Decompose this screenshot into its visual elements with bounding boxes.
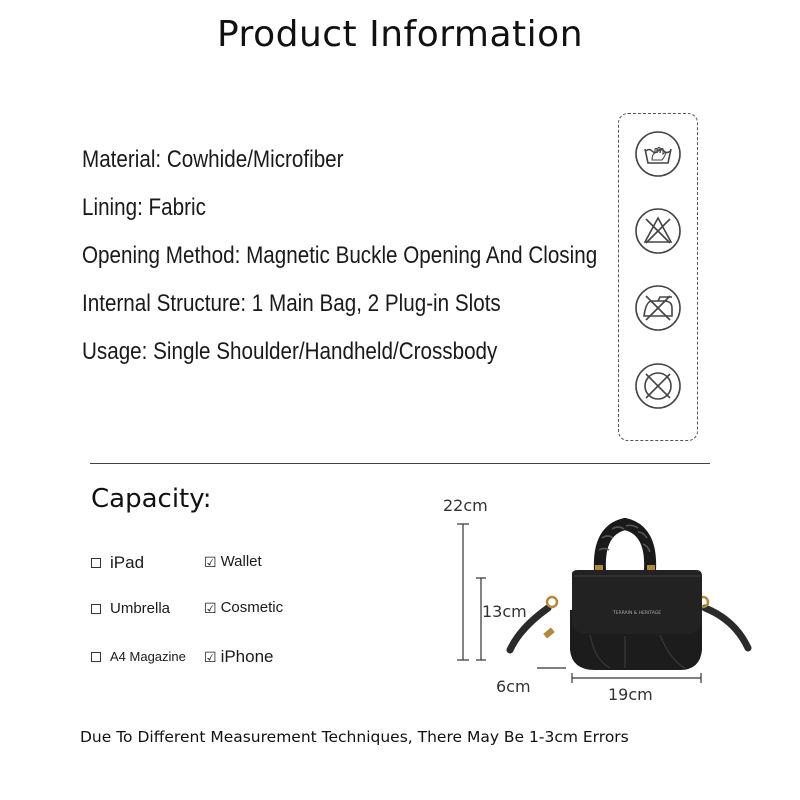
spec-usage: Usage: Single Shoulder/Handheld/Crossbody — [82, 338, 498, 365]
page-title: Product Information — [216, 14, 584, 55]
capacity-title: Capacity: — [91, 484, 212, 514]
strap-right — [705, 608, 748, 648]
strap-buckle — [543, 627, 555, 638]
capacity-item-label: Cosmetic — [220, 599, 284, 616]
bag-flap — [572, 570, 702, 634]
dimension-height-total: 22cm — [443, 496, 488, 515]
measurement-disclaimer: Due To Different Measurement Techniques, There May Be 1-3cm Errors — [80, 728, 629, 746]
capacity-item-label: A4 Magazine — [110, 649, 186, 664]
checked-box-icon: ☑ — [204, 599, 217, 616]
capacity-item-label: Umbrella — [110, 600, 171, 617]
spec-opening-method: Opening Method: Magnetic Buckle Opening And Closing — [82, 242, 598, 269]
dimension-height-body: 13cm — [482, 602, 527, 621]
dimension-depth: 6cm — [496, 677, 531, 696]
spec-material: Material: Cowhide/Microfiber — [82, 146, 344, 173]
checked-box-icon: ☑ — [204, 553, 217, 570]
spec-internal-structure: Internal Structure: 1 Main Bag, 2 Plug-in Slots — [82, 290, 501, 317]
bag-logo: TERRAIN & HERITAGE — [612, 611, 662, 616]
handbag-image — [500, 510, 750, 685]
capacity-item-label: iPad — [110, 553, 145, 572]
bag-handle — [600, 524, 650, 570]
spec-lining: Lining: Fabric — [82, 194, 206, 221]
dimension-width: 19cm — [608, 685, 653, 704]
capacity-item-label: Wallet — [220, 553, 262, 570]
strap-left — [510, 608, 548, 650]
strap-ring-left — [547, 597, 557, 607]
checked-box-icon: ☑ — [204, 649, 217, 665]
capacity-item-label: iPhone — [220, 647, 274, 666]
